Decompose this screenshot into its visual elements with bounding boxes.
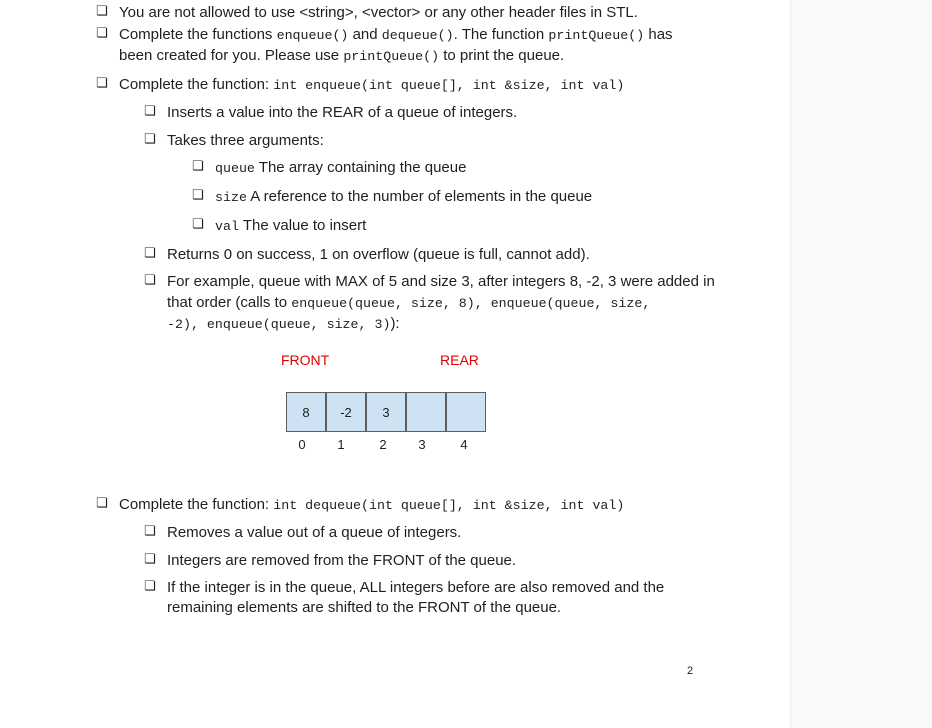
checkbox-bullet-icon: ❏ bbox=[192, 217, 204, 232]
list-item-continuation bbox=[119, 45, 564, 67]
queue-index: 4 bbox=[460, 437, 468, 452]
checkbox-bullet-icon: ❏ bbox=[96, 4, 108, 19]
item-text: has bbox=[644, 26, 673, 43]
sub-item-if-integer-line2 bbox=[167, 597, 561, 618]
code-enqueue: enqueue() bbox=[276, 28, 349, 43]
checkbox-bullet-icon: ❏ bbox=[192, 188, 204, 203]
item-text: Removes a value out of a queue of integers. bbox=[167, 524, 462, 541]
checkbox-bullet-icon: ❏ bbox=[144, 552, 156, 567]
checkbox-bullet-icon: ❏ bbox=[144, 273, 156, 288]
item-text: ): bbox=[390, 315, 400, 332]
item-text: You are not allowed to use <string>, <vector> or any other header files in STL. bbox=[119, 4, 638, 21]
code-dequeue-signature: int dequeue(int queue[], int &size, int val) bbox=[273, 498, 625, 513]
sub-item-removes bbox=[167, 522, 461, 543]
checkbox-bullet-icon: ❏ bbox=[96, 76, 108, 91]
sub-item-returns bbox=[167, 244, 590, 265]
sub-item-removed-front bbox=[167, 550, 516, 571]
sub-item-inserts bbox=[167, 102, 517, 123]
item-text: The value to insert bbox=[238, 217, 367, 234]
item-text: and bbox=[348, 26, 382, 43]
front-label: FRONT bbox=[281, 352, 330, 368]
code-printqueue: printQueue() bbox=[548, 28, 645, 43]
queue-index: 1 bbox=[337, 437, 345, 452]
sub-item-example bbox=[167, 271, 715, 292]
checkbox-bullet-icon: ❏ bbox=[96, 26, 108, 41]
list-item-complete-functions bbox=[119, 24, 719, 46]
arg-item-size bbox=[215, 186, 592, 208]
checkbox-bullet-icon: ❏ bbox=[96, 496, 108, 511]
list-item-enqueue bbox=[119, 74, 624, 96]
checkbox-bullet-icon: ❏ bbox=[144, 579, 156, 594]
item-text: that order (calls to bbox=[167, 294, 292, 311]
item-text: Complete the functions bbox=[119, 26, 277, 43]
code-arg-queue: queue bbox=[215, 161, 255, 176]
queue-cell: 3 bbox=[366, 392, 406, 432]
checkbox-bullet-icon: ❏ bbox=[144, 246, 156, 261]
item-text: been created for you. Please use bbox=[119, 47, 344, 64]
queue-cell: 8 bbox=[286, 392, 326, 432]
rear-label: REAR bbox=[440, 352, 479, 368]
queue-index: 3 bbox=[418, 437, 426, 452]
checkbox-bullet-icon: ❏ bbox=[144, 104, 156, 119]
queue-index: 2 bbox=[379, 437, 387, 452]
item-text: If the integer is in the queue, ALL integers before are also removed and the bbox=[167, 579, 665, 596]
arg-item-val bbox=[215, 215, 366, 237]
sub-item-if-integer bbox=[167, 577, 664, 598]
side-panel bbox=[790, 0, 932, 728]
sub-item-takes-three bbox=[167, 130, 324, 151]
code-enqueue-signature: int enqueue(int queue[], int &size, int val) bbox=[273, 78, 625, 93]
code-example-calls: enqueue(queue, size, 8), enqueue(queue, size, bbox=[291, 296, 651, 311]
item-text: The array containing the queue bbox=[254, 159, 467, 176]
list-item-dequeue bbox=[119, 494, 624, 516]
page-number: 2 bbox=[686, 665, 694, 677]
item-text: For example, queue with MAX of 5 and size 3, after integers 8, -2, 3 were added in bbox=[167, 273, 715, 290]
queue-cell bbox=[446, 392, 486, 432]
sub-item-example-line2 bbox=[167, 292, 650, 314]
queue-index: 0 bbox=[298, 437, 306, 452]
queue-cell: -2 bbox=[326, 392, 366, 432]
checkbox-bullet-icon: ❏ bbox=[144, 132, 156, 147]
item-text: Complete the function: bbox=[119, 496, 274, 513]
code-dequeue: dequeue() bbox=[381, 28, 454, 43]
item-text: to print the queue. bbox=[439, 47, 565, 64]
item-text: Takes three arguments: bbox=[167, 132, 324, 149]
item-text: Returns 0 on success, 1 on overflow (queue is full, cannot add). bbox=[167, 246, 590, 263]
arg-item-queue bbox=[215, 157, 466, 179]
code-printqueue-2: printQueue() bbox=[343, 49, 440, 64]
list-item-stl bbox=[119, 2, 638, 23]
checkbox-bullet-icon: ❏ bbox=[192, 159, 204, 174]
item-text: Integers are removed from the FRONT of the queue. bbox=[167, 552, 517, 569]
sub-item-example-line3 bbox=[167, 313, 400, 335]
item-text: Complete the function: bbox=[119, 76, 274, 93]
code-arg-val: val bbox=[215, 219, 239, 234]
queue-cell bbox=[406, 392, 446, 432]
checkbox-bullet-icon: ❏ bbox=[144, 524, 156, 539]
item-text: . The function bbox=[453, 26, 549, 43]
item-text: A reference to the number of elements in the queue bbox=[246, 188, 593, 205]
item-text: Inserts a value into the REAR of a queue of integers. bbox=[167, 104, 518, 121]
code-arg-size: size bbox=[215, 190, 247, 205]
code-example-calls-2: -2), enqueue(queue, size, 3) bbox=[167, 317, 391, 332]
item-text: remaining elements are shifted to the FRONT of the queue. bbox=[167, 599, 562, 616]
